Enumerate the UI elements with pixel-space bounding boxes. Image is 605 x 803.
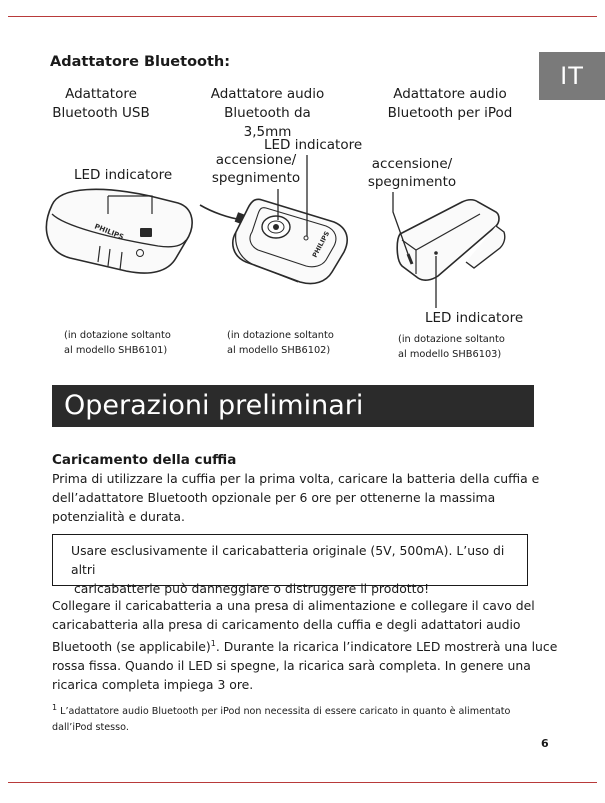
adapter-heading: Adattatore Bluetooth:: [50, 54, 231, 70]
label-line: spegnimento: [211, 170, 301, 186]
text-segment: Bluetooth (se applicabile): [52, 639, 211, 655]
text-line: caricabatteria alla presa di caricamento della cuffia e degli adattatori audio: [52, 617, 521, 632]
audio35-led-label: LED indicatore: [264, 137, 363, 153]
charging-heading: Caricamento della cuffia: [52, 452, 237, 468]
label-line: accensione/: [215, 152, 297, 168]
note-line: al modello SHB6102): [227, 345, 331, 356]
label-line: accensione/: [371, 156, 453, 172]
page-number: 6: [541, 737, 549, 750]
warning-box: [52, 534, 528, 596]
text-line: caricabatterie può danneggiare o distruggere il prodotto!: [74, 581, 430, 596]
usb-adapter-image: [46, 189, 192, 273]
audio35-model-note: [227, 328, 334, 358]
audio35-adapter-image: [200, 155, 347, 284]
language-tab: IT: [539, 52, 605, 100]
caption-line: Bluetooth da 3,5mm: [224, 105, 311, 140]
footnote-mark: 1: [52, 703, 58, 712]
footnote: [52, 700, 510, 736]
ipod-adapter-image: [393, 192, 505, 308]
ipod-led-label: LED indicatore: [425, 310, 524, 326]
note-line: (in dotazione soltanto: [398, 334, 505, 345]
text-line: dall’iPod stesso.: [52, 722, 129, 734]
text-segment: . Durante la ricarica l’indicatore LED mostrerà una luce: [215, 639, 558, 655]
section-title: Operazioni preliminari: [52, 385, 534, 427]
caption-line: Bluetooth per iPod: [387, 105, 513, 121]
adapter-illustrations: [0, 0, 605, 380]
label-line: spegnimento: [367, 174, 457, 190]
text-line: dell’adattatore Bluetooth opzionale per 6 ore per ottenerne la massima: [52, 490, 496, 505]
audio35-brand-logo: PHILIPS: [310, 229, 332, 259]
text-segment: L’adattatore audio Bluetooth per iPod non necessita di essere caricato in quanto è alimentato: [60, 706, 511, 718]
footnote-ref: 1: [210, 639, 216, 648]
note-line: al modello SHB6101): [64, 345, 168, 356]
text-line: Collegare il caricabatteria a una presa di alimentazione e collegare il cavo del: [52, 598, 535, 613]
text-line: Usare esclusivamente il caricabatteria originale (5V, 500mA). L’uso di altri: [71, 543, 505, 577]
charging-intro: [52, 469, 539, 526]
caption-line: Adattatore audio: [210, 86, 325, 102]
usb-model-note: [64, 328, 171, 358]
text-line: potenzialità e durata.: [52, 509, 185, 524]
text-line: ricarica completa impiega 3 ore.: [52, 677, 254, 693]
usb-led-label: LED indicatore: [74, 167, 173, 183]
charging-body: [52, 596, 557, 694]
note-line: (in dotazione soltanto: [227, 330, 334, 341]
caption-line: Adattatore audio: [393, 86, 507, 102]
text-line: [52, 634, 557, 656]
text-line: [52, 700, 510, 720]
usb-brand-logo: PHILIPS: [93, 222, 125, 242]
caption-line: Adattatore: [65, 86, 137, 102]
text-line: Prima di utilizzare la cuffia per la prima volta, caricare la batteria della cuffia e: [52, 471, 540, 486]
text-line: rossa fissa. Quando il LED si spegne, la ricarica sarà completa. In genere una: [52, 658, 531, 674]
note-line: al modello SHB6103): [398, 349, 502, 360]
caption-line: Bluetooth USB: [52, 105, 150, 121]
bottom-rule: [8, 782, 597, 783]
ipod-model-note: [398, 332, 505, 362]
note-line: (in dotazione soltanto: [64, 330, 171, 341]
